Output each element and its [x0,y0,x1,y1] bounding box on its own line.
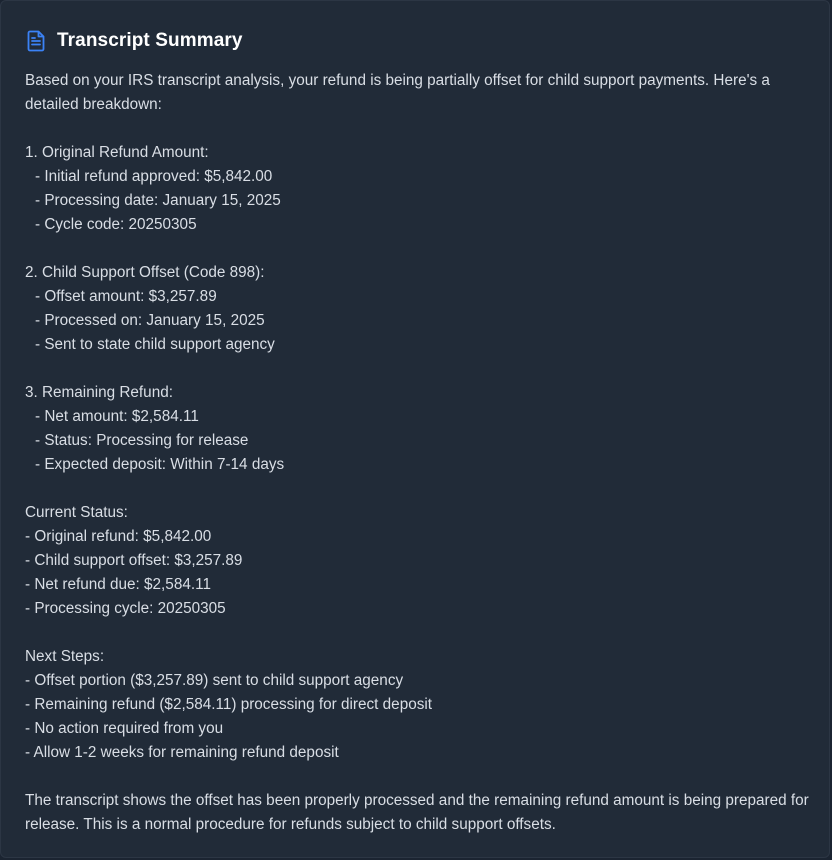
summary-content [25,69,815,837]
section-heading: 2. Child Support Offset (Code 898): [25,264,265,281]
list-item: - Offset portion ($3,257.89) sent to child support agency [25,672,404,689]
spacer [25,117,815,141]
spacer [25,621,815,645]
list-item: - Processing date: January 15, 2025 [35,192,281,209]
list-item: - Status: Processing for release [35,432,249,449]
list-item: - Remaining refund ($2,584.11) processing for direct deposit [25,696,433,713]
list-item: - Processing cycle: 20250305 [25,600,226,617]
list-item: - Offset amount: $3,257.89 [35,288,217,305]
list-item: - Processed on: January 15, 2025 [35,312,265,329]
conclusion-paragraph: The transcript shows the offset has been properly processed and the remaining refund amount is being prepared for release. This is a normal procedure for refunds subject to child support offsets. [25,792,809,833]
card-header [25,27,243,55]
current-status-heading: Current Status: [25,504,128,521]
list-item: - Sent to state child support agency [35,336,275,353]
list-item: - Original refund: $5,842.00 [25,528,212,545]
spacer [25,765,815,789]
list-item: - Net amount: $2,584.11 [35,408,199,425]
list-item: - Allow 1-2 weeks for remaining refund deposit [25,744,339,761]
section-heading: 3. Remaining Refund: [25,384,173,401]
list-item: - Net refund due: $2,584.11 [25,576,211,593]
document-icon [25,29,47,53]
section-heading: 1. Original Refund Amount: [25,144,209,161]
list-item: - Expected deposit: Within 7-14 days [35,456,285,473]
spacer [25,237,815,261]
intro-paragraph: Based on your IRS transcript analysis, your refund is being partially offset for child support payments. Here's a detailed breakdown: [25,72,770,113]
spacer [25,357,815,381]
card-title: Transcript Summary [57,30,243,51]
next-steps-heading: Next Steps: [25,648,105,665]
list-item: - Cycle code: 20250305 [35,216,197,233]
list-item: - Initial refund approved: $5,842.00 [35,168,273,185]
list-item: - Child support offset: $3,257.89 [25,552,243,569]
list-item: - No action required from you [25,720,224,737]
spacer [25,477,815,501]
